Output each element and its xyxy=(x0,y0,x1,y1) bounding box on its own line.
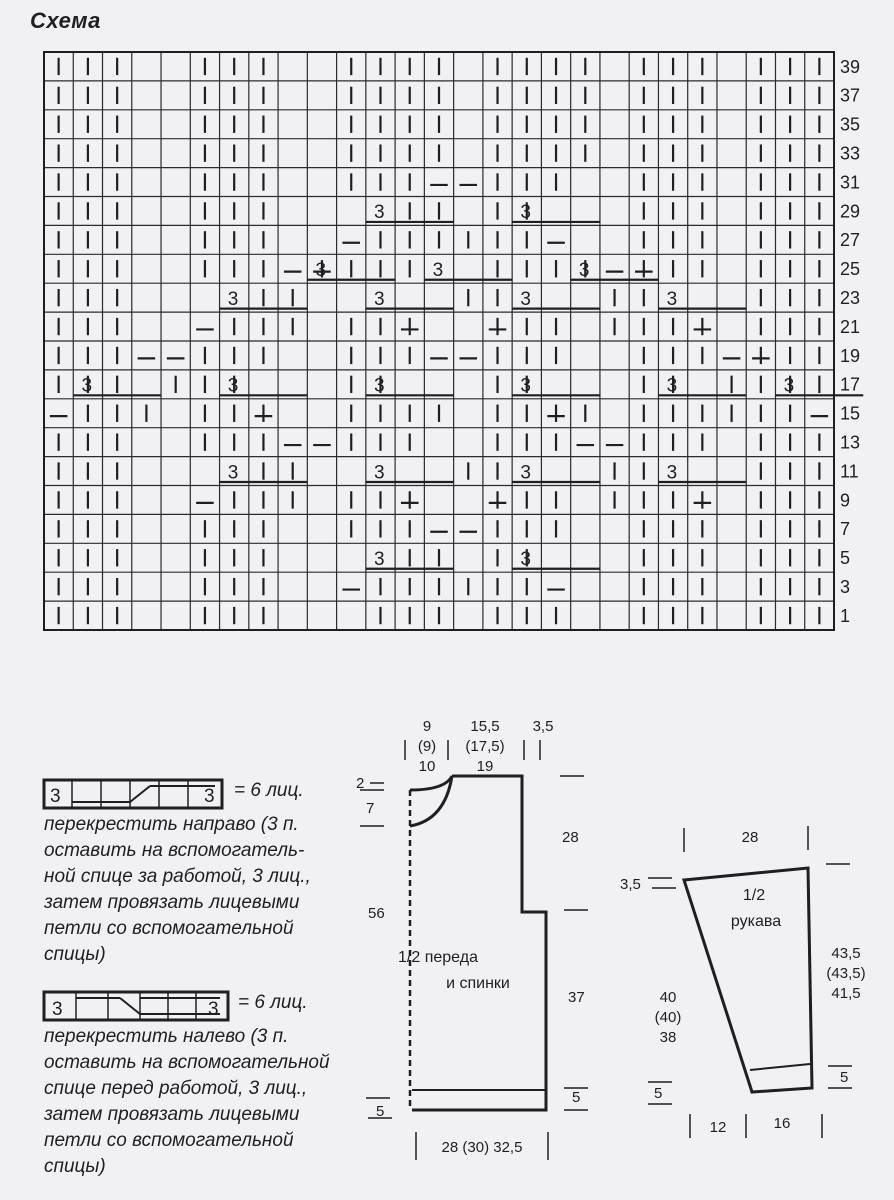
body-label-2: и спинки xyxy=(446,975,510,992)
row-number: 3 xyxy=(840,577,851,598)
side-height: 37 xyxy=(568,989,585,1006)
row-number: 11 xyxy=(840,461,859,482)
rib-left: 5 xyxy=(376,1103,385,1120)
body-piece xyxy=(356,718,588,1160)
neck-width-1: 9 xyxy=(422,718,432,735)
row-number: 31 xyxy=(840,172,861,193)
sleeve-rib-right: 5 xyxy=(840,1069,849,1086)
cable-marker: 3 xyxy=(227,462,239,484)
row-number: 27 xyxy=(840,230,861,251)
cable-marker: 3 xyxy=(315,259,327,281)
cable-marker: 3 xyxy=(666,375,678,397)
cable-marker: 3 xyxy=(578,259,590,281)
legend-left-equals: = 6 лиц. xyxy=(238,992,308,1013)
row-number: 29 xyxy=(840,201,861,222)
cable-marker: 3 xyxy=(227,375,239,397)
row-number: 19 xyxy=(840,345,861,366)
row-number: 13 xyxy=(840,432,861,453)
legend-right-3-right: 3 xyxy=(204,786,215,807)
legend-left-line: петли со вспомогательной xyxy=(44,1130,294,1151)
body-width: 28 (30) 32,5 xyxy=(441,1139,523,1156)
row-number: 17 xyxy=(840,374,861,395)
legend-right-line: спицы) xyxy=(44,944,106,965)
cable-marker: 3 xyxy=(520,202,531,224)
sleeve-bottom-left: 12 xyxy=(709,1119,727,1136)
legend-right-line: затем провязать лицевыми xyxy=(44,892,300,913)
legend-right-line: петли со вспомогательной xyxy=(44,918,294,939)
sleeve-length-2: (43,5) xyxy=(826,965,866,982)
row-number: 35 xyxy=(840,114,861,135)
row-number: 15 xyxy=(840,403,861,424)
legend-right-line: перекрестить направо (3 п. xyxy=(44,814,299,835)
armhole-height: 28 xyxy=(562,829,579,846)
cable-marker: 3 xyxy=(227,288,239,310)
legend-left-line: спице перед работой, 3 лиц., xyxy=(44,1078,308,1099)
legend-right-3-left: 3 xyxy=(50,786,61,807)
cable-marker: 3 xyxy=(520,288,531,310)
legend-right-line: оставить на вспомогатель- xyxy=(44,840,305,861)
row-number: 9 xyxy=(840,490,851,511)
row-number: 7 xyxy=(840,519,851,540)
sleeve-top-width: 28 xyxy=(741,829,759,846)
row-number: 33 xyxy=(840,143,861,164)
rib-right: 5 xyxy=(572,1089,581,1106)
shoulder-width-2: (17,5) xyxy=(465,738,505,755)
legend-right-line: ной спице за работой, 3 лиц., xyxy=(44,866,311,887)
shoulder-width-3: 19 xyxy=(476,758,494,775)
shoulder-width-1: 15,5 xyxy=(470,718,500,735)
neck-width-3: 10 xyxy=(418,758,436,775)
row-number: 1 xyxy=(840,605,851,626)
cable-marker: 3 xyxy=(374,462,385,484)
row-number: 5 xyxy=(840,548,851,569)
sleeve-rib-left: 5 xyxy=(654,1085,663,1102)
legend-right-equals: = 6 лиц. xyxy=(234,780,304,801)
sleeve-length-1: 43,5 xyxy=(831,945,861,962)
cable-marker: 3 xyxy=(783,375,795,397)
sleeve-label-2: рукава xyxy=(730,913,782,930)
row-number: 39 xyxy=(840,56,861,77)
cable-marker: 3 xyxy=(432,259,444,281)
sleeve-top-offset: 3,5 xyxy=(620,876,641,893)
row-number: 21 xyxy=(840,316,861,337)
sleeve-inner-1: 40 xyxy=(659,989,677,1006)
sleeve-length-3: 41,5 xyxy=(831,985,861,1002)
neck-depth-2: 7 xyxy=(366,800,375,817)
total-height: 56 xyxy=(368,905,385,922)
row-number: 37 xyxy=(840,85,861,106)
legend-left-line: спицы) xyxy=(44,1156,106,1177)
cable-marker: 3 xyxy=(520,462,531,484)
chart-title: Схема xyxy=(30,8,101,33)
cable-marker: 3 xyxy=(374,288,385,310)
cable-marker: 3 xyxy=(520,548,531,570)
legend-left-line: затем провязать лицевыми xyxy=(44,1104,300,1125)
sleeve-bottom-right: 16 xyxy=(773,1115,791,1132)
sleeve-inner-3: 38 xyxy=(659,1029,677,1046)
neck-depth-1: 2 xyxy=(356,775,365,792)
cable-marker: 3 xyxy=(374,548,385,570)
edge-width: 3,5 xyxy=(532,718,554,735)
legend-left-line: оставить на вспомогательной xyxy=(44,1052,330,1073)
cable-marker: 3 xyxy=(81,375,93,397)
row-number: 23 xyxy=(840,288,861,309)
row-number: 25 xyxy=(840,259,861,280)
legend-left-3-left: 3 xyxy=(52,999,63,1020)
neck-width-2: (9) xyxy=(417,738,437,755)
cable-marker: 3 xyxy=(520,375,531,397)
sleeve-inner-2: (40) xyxy=(654,1009,682,1026)
sleeve-piece xyxy=(620,826,866,1138)
cable-marker: 3 xyxy=(666,288,678,310)
cable-marker: 3 xyxy=(374,202,385,224)
body-label-1: 1/2 переда xyxy=(398,949,478,966)
legend-left-line: перекрестить налево (3 п. xyxy=(44,1026,289,1047)
cable-marker: 3 xyxy=(666,462,678,484)
sleeve-label-1: 1/2 xyxy=(742,887,766,904)
legend-left-3-right: 3 xyxy=(208,999,219,1020)
cable-marker: 3 xyxy=(374,375,385,397)
